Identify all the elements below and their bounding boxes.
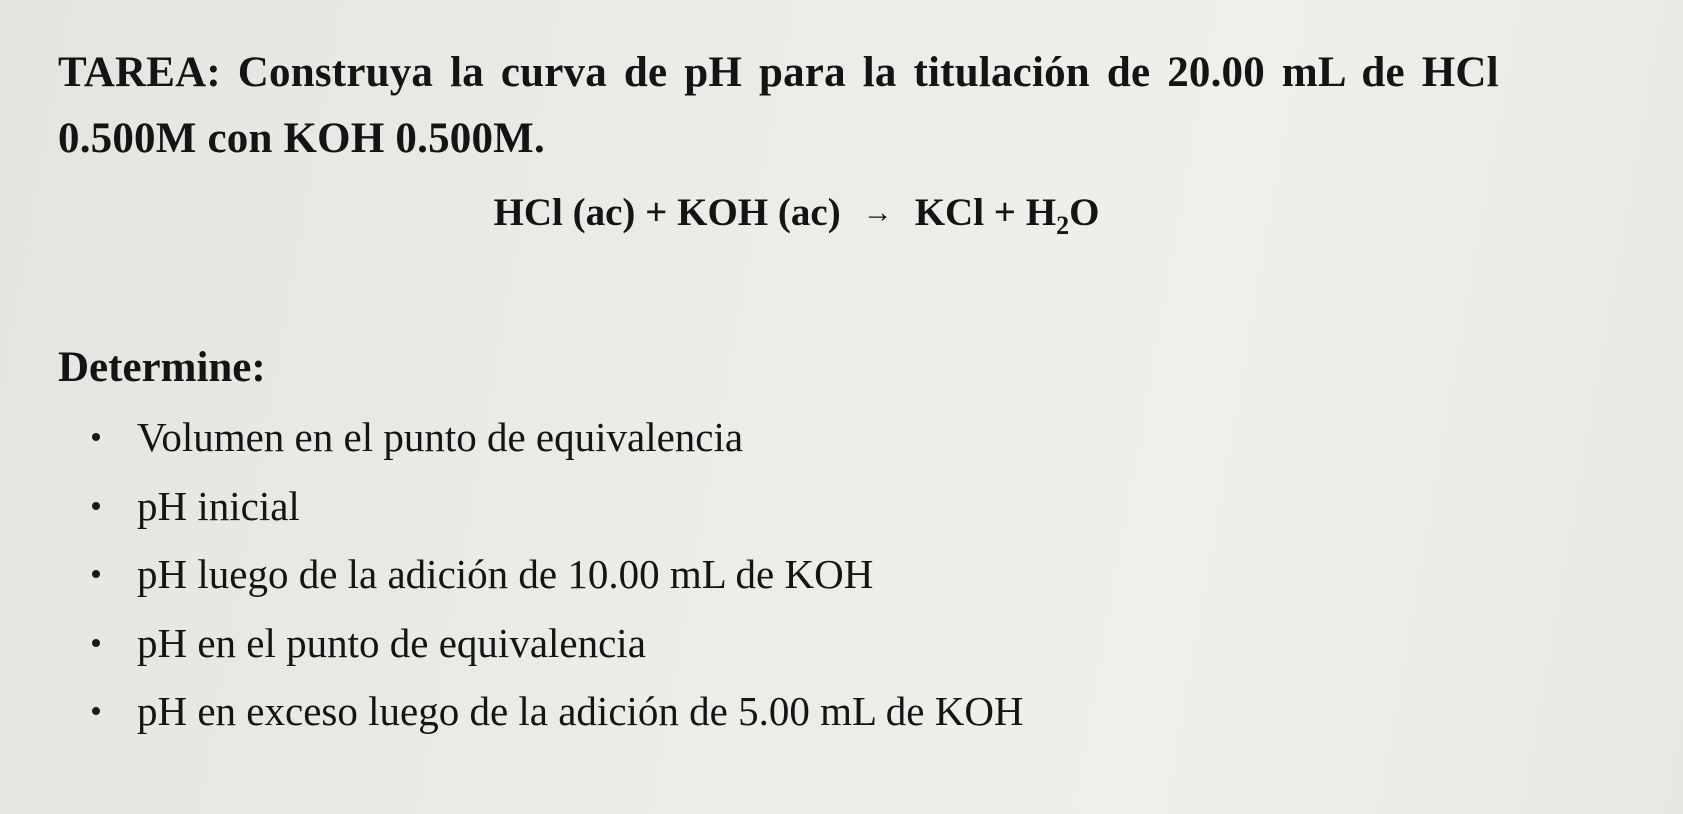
equation-reactants: HCl (ac) + KOH (ac) <box>493 191 841 234</box>
equation-product-part2: O <box>1069 191 1100 234</box>
list-item-text: pH en exceso luego de la adición de 5.00 mL de KOH <box>137 688 1024 734</box>
determine-list <box>92 409 1024 752</box>
chemical-equation <box>0 185 1683 241</box>
determine-heading: Determine: <box>58 344 266 391</box>
list-item <box>92 615 1024 684</box>
list-item <box>92 478 1024 547</box>
task-line-1: TAREA: Construya la curva de pH para la titulación de 20.00 mL de HCl <box>58 49 1499 96</box>
bullet-icon <box>92 502 100 510</box>
list-item <box>92 683 1024 752</box>
bullet-icon <box>92 433 100 441</box>
task-line-2: 0.500M con KOH 0.500M. <box>58 115 545 162</box>
list-item <box>92 409 1024 478</box>
list-item-text: pH en el punto de equivalencia <box>137 619 646 666</box>
list-item <box>92 546 1024 615</box>
bullet-icon <box>92 707 100 715</box>
reaction-arrow-icon: → <box>862 196 893 229</box>
list-item-text: Volumen en el punto de equivalencia <box>137 414 744 460</box>
bullet-icon <box>92 570 100 578</box>
list-item-text: pH inicial <box>137 482 300 529</box>
equation-product-part1: KCl + H <box>914 191 1057 234</box>
list-item-text: pH luego de la adición de 10.00 mL de KOH <box>137 551 874 597</box>
task-statement <box>58 40 1618 172</box>
bullet-icon <box>92 639 100 647</box>
equation-subscript: 2 <box>1056 211 1070 240</box>
